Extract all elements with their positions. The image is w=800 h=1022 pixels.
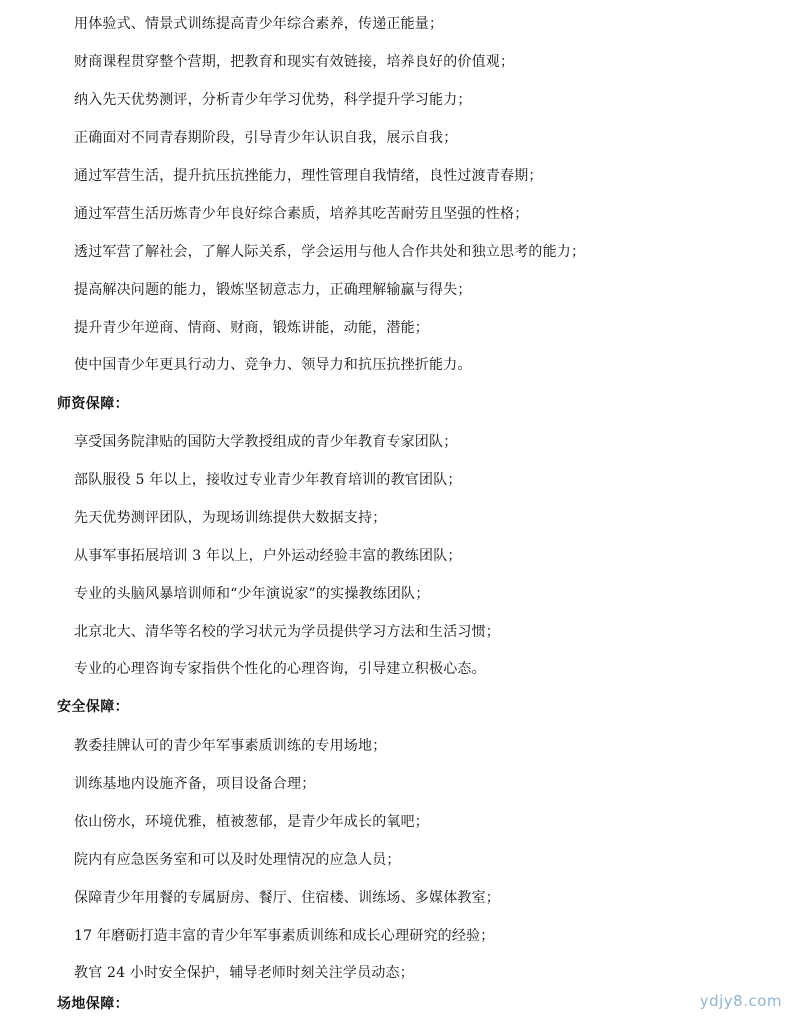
teacher-item: 享受国务院津贴的国防大学教授组成的青少年教育专家团队； (74, 434, 458, 450)
intro-item: 提升青少年逆商、情商、财商，锻炼讲能，动能，潜能； (74, 320, 429, 336)
site-watermark: ydjy8.com (699, 992, 782, 1010)
safety-item: 保障青少年用餐的专属厨房、餐厅、住宿楼、训练场、多媒体教室； (74, 890, 500, 906)
section-heading-safety: 安全保障： (57, 699, 129, 715)
intro-item: 财商课程贯穿整个营期，把教育和现实有效链接，培养良好的价值观； (74, 54, 515, 70)
intro-item: 使中国青少年更具行动力、竞争力、领导力和抗压抗挫折能力。 (74, 357, 472, 373)
safety-item: 依山傍水，环境优雅，植被葱郁，是青少年成长的氧吧； (74, 814, 429, 830)
intro-item: 用体验式、情景式训练提高青少年综合素养，传递正能量； (74, 16, 444, 32)
section-heading-venue: 场地保障： (57, 996, 129, 1012)
intro-item: 通过军营生活历炼青少年良好综合素质，培养其吃苦耐劳且坚强的性格； (74, 206, 529, 222)
intro-item: 提高解决问题的能力，锻炼坚韧意志力，正确理解输赢与得失； (74, 282, 472, 298)
intro-item: 通过军营生活，提升抗压抗挫能力，理性管理自我情绪，良性过渡青春期； (74, 168, 543, 184)
safety-item: 院内有应急医务室和可以及时处理情况的应急人员； (74, 852, 401, 868)
teacher-item: 从事军事拓展培训 3 年以上，户外运动经验丰富的教练团队； (74, 548, 462, 564)
intro-item: 正确面对不同青春期阶段，引导青少年认识自我，展示自我； (74, 130, 458, 146)
intro-item: 透过军营了解社会，了解人际关系，学会运用与他人合作共处和独立思考的能力； (74, 244, 586, 260)
teacher-item: 先天优势测评团队，为现场训练提供大数据支持； (74, 510, 387, 526)
teacher-item: 专业的心理咨询专家指供个性化的心理咨询，引导建立积极心态。 (74, 661, 486, 677)
safety-item: 训练基地内设施齐备，项目设备合理； (74, 776, 316, 792)
safety-item: 17 年磨砺打造丰富的青少年军事素质训练和成长心理研究的经验； (74, 928, 495, 944)
teacher-item: 北京北大、清华等名校的学习状元为学员提供学习方法和生活习惯； (74, 624, 500, 640)
intro-item: 纳入先天优势测评，分析青少年学习优势，科学提升学习能力； (74, 92, 472, 108)
teacher-item: 部队服役 5 年以上，接收过专业青少年教育培训的教官团队； (74, 472, 462, 488)
safety-item: 教官 24 小时安全保护，辅导老师时刻关注学员动态； (74, 965, 414, 981)
section-heading-teachers: 师资保障： (57, 396, 129, 412)
safety-item: 教委挂牌认可的青少年军事素质训练的专用场地； (74, 738, 387, 754)
teacher-item: 专业的头脑风暴培训师和“少年演说家”的实操教练团队； (74, 586, 430, 602)
